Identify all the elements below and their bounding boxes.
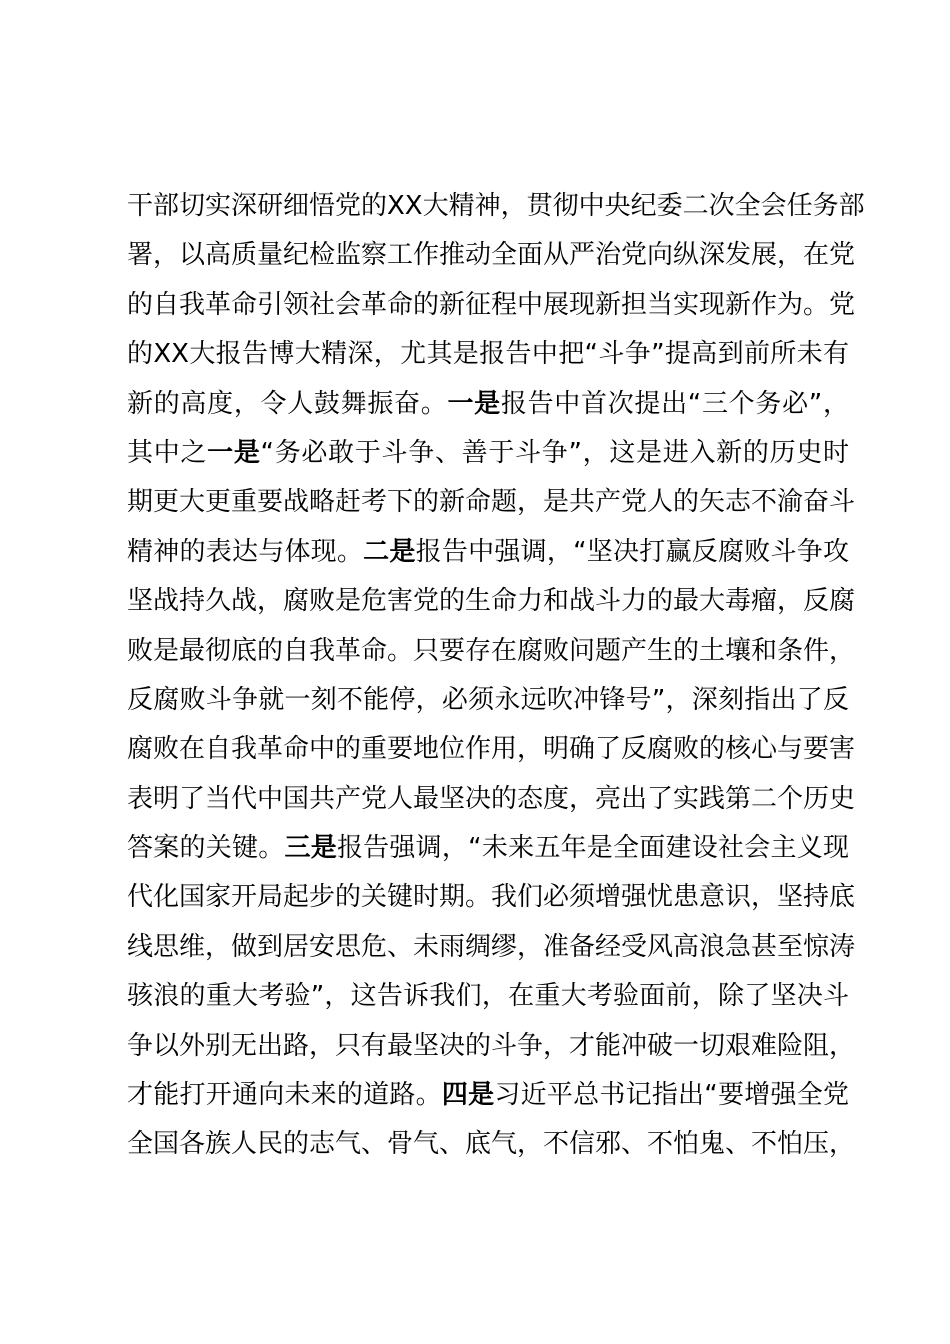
text-segment: “务必敢于斗争、善于斗争”，这是进入新的历史时	[260, 437, 849, 468]
text-segment: 表明了当代中国共产党人最坚决的态度，亮出了实践第二个历史	[127, 783, 856, 814]
text-segment: 骇浪的重大考验”，这告诉我们，在重大考验面前，除了坚决斗	[127, 981, 849, 1012]
text-segment: 期更大更重要战略赶考下的新命题，是共产党人的矢志不渝奋斗	[127, 487, 856, 518]
text-segment: 新的高度，令人鼓舞振奋。	[127, 388, 448, 419]
text-segment: 争以外别无出路，只有最坚决的斗争，才能冲破一切艰难险阻，	[127, 1030, 856, 1061]
text-segment: 习近平总书记指出“要增强全党	[494, 1080, 849, 1111]
text-line	[127, 676, 849, 725]
text-line	[127, 429, 849, 478]
text-segment: 署，以高质量纪检监察工作推动全面从严治党向纵深发展，在党	[127, 240, 856, 271]
text-line	[127, 1071, 849, 1120]
text-segment: 其中之	[127, 437, 208, 468]
text-line	[127, 824, 849, 873]
text-segment: 败是最彻底的自我革命。只要存在腐败问题产生的土壤和条件，	[127, 635, 856, 666]
text-segment: 的自我革命引领社会革命的新征程中展现新担当实现新作为。党	[127, 289, 856, 320]
text-segment: 的XX大报告博大精深，尤其是报告中把“斗争”提高到前所未有	[127, 339, 849, 370]
text-segment: 反腐败斗争就一刻不能停，必须永远吹冲锋号”，深刻指出了反	[127, 684, 849, 715]
text-line	[127, 231, 856, 280]
body-paragraph	[127, 182, 865, 1170]
emphasis-label: 二是	[363, 536, 416, 567]
text-line	[127, 577, 856, 626]
text-segment: 全国各族人民的志气、骨气、底气，不信邪、不怕鬼、不怕压，	[127, 1129, 856, 1160]
emphasis-label: 一是	[447, 388, 501, 419]
text-line	[127, 1120, 856, 1169]
text-line	[127, 923, 856, 972]
text-line	[127, 972, 849, 1021]
text-line	[127, 330, 849, 379]
text-line	[127, 873, 856, 922]
text-segment: 报告强调，“未来五年是全面建设社会主义现	[336, 833, 849, 864]
text-segment: 代化国家开局起步的关键时期。我们必须增强忧患意识，坚持底	[127, 882, 856, 913]
text-line	[127, 528, 849, 577]
text-segment: 报告中强调，“坚决打赢反腐败斗争攻	[415, 536, 849, 567]
emphasis-label: 三是	[284, 833, 337, 864]
text-line	[127, 627, 856, 676]
text-line	[127, 281, 856, 330]
emphasis-label: 四是	[441, 1080, 495, 1111]
text-segment: 报告中首次提出“三个务必”，	[500, 388, 849, 419]
text-line	[127, 478, 856, 527]
text-line	[127, 182, 865, 231]
text-line	[127, 725, 856, 774]
text-segment: 干部切实深研细悟党的XX大精神，贯彻中央纪委二次全会任务部	[127, 191, 865, 221]
text-segment: 答案的关键。	[127, 833, 285, 864]
text-segment: 才能打开通向未来的道路。	[127, 1080, 442, 1111]
text-line	[127, 1022, 856, 1071]
text-line	[127, 775, 856, 824]
text-line	[127, 380, 849, 429]
emphasis-label: 一是	[207, 437, 261, 468]
text-segment: 精神的表达与体现。	[127, 536, 364, 567]
text-segment: 腐败在自我革命中的重要地位作用，明确了反腐败的核心与要害	[127, 734, 856, 765]
text-segment: 坚战持久战，腐败是危害党的生命力和战斗力的最大毒瘤，反腐	[127, 586, 856, 617]
text-segment: 线思维，做到居安思危、未雨绸缪，准备经受风高浪急甚至惊涛	[127, 931, 856, 962]
